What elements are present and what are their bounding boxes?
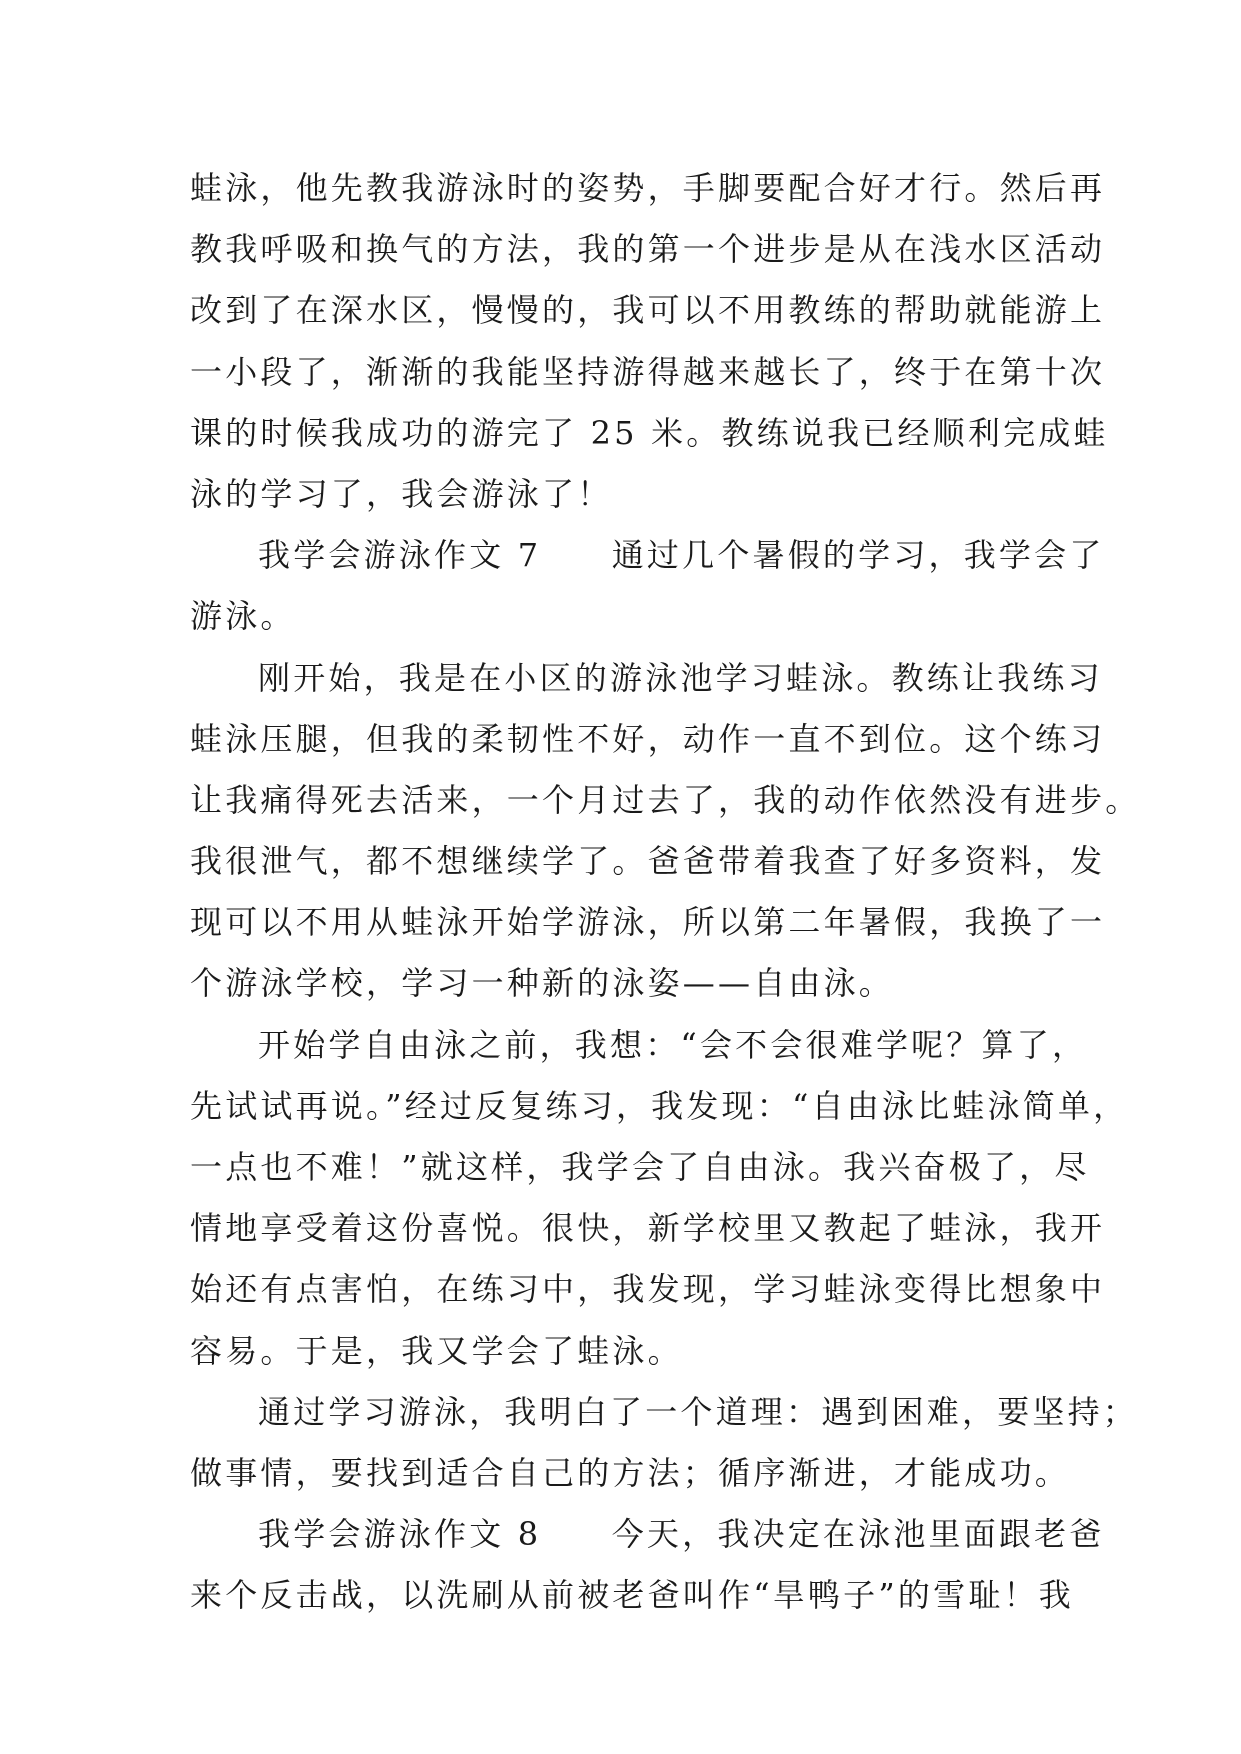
text-line: 课的时候我成功的游完了 25 米。教练说我已经顺利完成蛙 [190,413,1109,452]
text-line: 来个反击战，以洗刷从前被老爸叫作“旱鸭子”的雪耻！我 [190,1576,1074,1615]
text-line: 开始学自由泳之前，我想：“会不会很难学呢？算了， [258,1025,1088,1064]
text-line: 教我呼吸和换气的方法，我的第一个进步是从在浅水区活动 [190,230,1106,269]
text-line: 容易。于是，我又学会了蛙泳。 [190,1331,683,1370]
text-line: 做事情，要找到适合自己的方法；循序渐进，才能成功。 [190,1453,1071,1492]
text-line: 刚开始，我是在小区的游泳池学习蛙泳。教练让我练习 [258,658,1103,697]
text-line: 蛙泳压腿，但我的柔韧性不好，动作一直不到位。这个练习 [190,719,1106,758]
text-line: 游泳。 [190,597,296,636]
text-line: 个游泳学校，学习一种新的泳姿——自由泳。 [190,964,895,1003]
text-line: 改到了在深水区，慢慢的，我可以不用教练的帮助就能游上 [190,291,1106,330]
text-line: 先试试再说。”经过反复练习，我发现：“自由泳比蛙泳简单， [190,1086,1129,1125]
text-line: 泳的学习了，我会游泳了！ [190,474,613,513]
text-line: 情地享受着这份喜悦。很快，新学校里又教起了蛙泳，我开 [190,1209,1106,1248]
text-line: 蛙泳，他先教我游泳时的姿势，手脚要配合好才行。然后再 [190,169,1106,207]
text-line: 始还有点害怕，在练习中，我发现，学习蛙泳变得比想象中 [190,1270,1106,1309]
text-line: 通过学习游泳，我明白了一个道理：遇到困难，要坚持； [258,1392,1139,1431]
text-line: 让我痛得死去活来，一个月过去了，我的动作依然没有进步。 [190,780,1141,819]
essay-text-block [190,158,1141,1627]
text-line: 一小段了，渐渐的我能坚持游得越来越长了，终于在第十次 [190,352,1106,391]
text-line: 我学会游泳作文 8 今天，我决定在泳池里面跟老爸 [258,1515,1105,1554]
text-line: 我很泄气，都不想继续学了。爸爸带着我查了好多资料，发 [190,842,1106,881]
text-line: 一点也不难！”就这样，我学会了自由泳。我兴奋极了，尽 [190,1148,1090,1186]
text-line: 现可以不用从蛙泳开始学游泳，所以第二年暑假，我换了一 [190,903,1106,942]
text-line: 我学会游泳作文 7 通过几个暑假的学习，我学会了 [258,536,1105,575]
